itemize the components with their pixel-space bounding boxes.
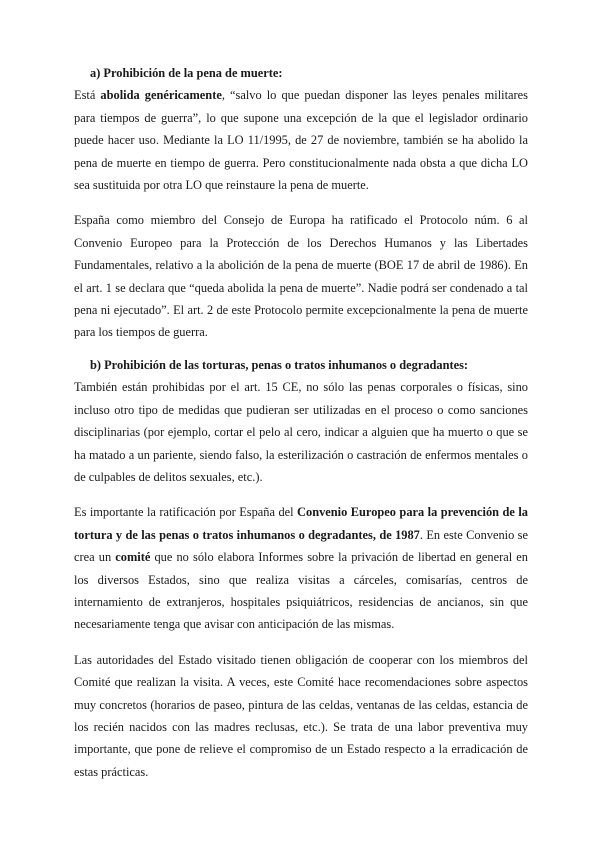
section-b-paragraph-1: También están prohibidas por el art. 15 CE, no sólo las penas corporales o físicas, sino incluso otro tipo de medidas que pudieran ser utilizadas en el proceso o como sanciones disciplinarias (por ejemplo, cortar el pelo al cero, indicar a alguien que ha muerto o que se ha matado a un pariente, siendo falso, la esterilización o castración de enfermos mentales o de culpables de delitos sexuales, etc.).	[74, 380, 528, 484]
bold-run: Convenio Europeo para la prevención de la tortura y de las penas o tratos inhumanos o degradantes, de 1987	[74, 505, 528, 542]
text-run: Está	[74, 88, 101, 103]
document-page	[74, 62, 528, 783]
text-run: que no sólo elabora Informes sobre la privación de libertad en general en los diversos Estados, sino que realiza visitas a cárceles, comisarías, centros de internamiento de extranjeros, hospitales psiquiátricos, residencias de ancianos, sin que necesariamente tenga que avisar con anticipación de las mismas.	[74, 550, 528, 632]
text-run: Es importante la ratificación por España del	[74, 505, 298, 520]
section-b-paragraph-3: Las autoridades del Estado visitado tienen obligación de cooperar con los miembros del Comité que realizan la visita. A veces, este Comité hace recomendaciones sobre aspectos muy concretos (horarios de paseo, pintura de las celdas, ventanas de las celdas, estancia de los recién nacidos con las madres reclusas, etc.). Se trata de una labor preventiva muy importante, que pone de relieve el compromiso de un Estado respecto a la erradicación de estas prácticas.	[74, 652, 528, 779]
section-a-paragraph-1	[74, 84, 528, 196]
section-a-heading: a) Prohibición de la pena de muerte:	[90, 66, 283, 80]
text-run: . En este Convenio se crea un	[74, 527, 528, 565]
section-b-heading: b) Prohibición de las torturas, penas o tratos inhumanos o degradantes:	[90, 357, 469, 372]
section-a-paragraph-2: España como miembro del Consejo de Europa ha ratificado el Protocolo núm. 6 al Convenio Europeo para la Protección de los Derechos Humanos y las Libertades Fundamentales, relativo a la abolición de la pena de muerte (BOE 17 de abril de 1986). En el art. 1 se declara que “queda abolida la pena de muerte”. Nadie podrá ser condenado a tal pena ni ejecutado”. El art. 2 de este Protocolo permite excepcionalmente la pena de muerte para los tiempos de guerra.	[74, 213, 528, 340]
bold-run: abolida genéricamente	[100, 88, 222, 103]
bold-run: comité	[115, 550, 151, 565]
section-b-paragraph-2	[74, 501, 528, 635]
text-run: , “salvo lo que puedan disponer las leyes penales militares para tiempos de guerra”, lo que supone una excepción de la que el legislador ordinario puede hacer uso. Mediante la LO 11/1995, de 27 de noviembre, también se ha abolido la pena de muerte en tiempo de guerra. Pero constitucionalmente nada obsta a que dicha LO sea sustituida por otra LO que reinstaure la pena de muerte.	[74, 88, 529, 193]
